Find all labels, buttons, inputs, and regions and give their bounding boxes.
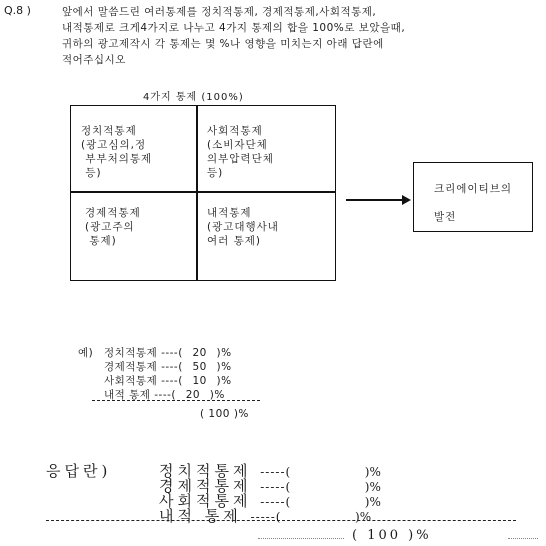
answer-row-unit: )% [364, 465, 381, 479]
example-row [104, 373, 232, 388]
example-row-value: 20 [185, 389, 201, 401]
grid-cell-political: 정치적통제 (광고심의,정 부부처의통제 등) [81, 125, 153, 179]
example-row-value: 50 [192, 361, 207, 373]
grid-title: 4가지 통제 (100%) [143, 92, 244, 103]
example-row-name: 정치적통제 [104, 347, 158, 359]
example-row-value: 20 [192, 347, 207, 359]
arrow-line [346, 199, 406, 201]
example-row-name: 경제적통제 [104, 361, 158, 373]
example-row-unit: )% [216, 361, 232, 373]
answer-row-dashes: -----( [250, 510, 282, 524]
grid-divider-horizontal [71, 191, 335, 193]
grid-cell-internal: 내적통제 (광고대행사내 여러 통제) [207, 207, 279, 247]
example-row-name: 사회적통제 [104, 375, 158, 387]
question-text-line-1: 앞에서 말씀드린 여러통제를 정치적통제, 경제적통제,사회적통제, [62, 6, 377, 18]
answer-row-dashes: -----( [260, 465, 292, 479]
example-row-unit: )% [216, 375, 232, 387]
answer-label: 응답란) [46, 462, 112, 480]
result-box [413, 162, 533, 232]
example-row-unit: )% [216, 347, 232, 359]
grid-cell-economic: 경제적통제 (광고주의 통제) [85, 207, 141, 247]
example-row [104, 359, 232, 374]
question-number: Q.8 ) [4, 4, 31, 17]
example-row [104, 345, 232, 360]
example-total-rule [92, 400, 260, 401]
grid-divider-vertical [196, 106, 198, 280]
answer-row [159, 505, 371, 526]
example-row-dashes: ----( [161, 361, 183, 373]
grid-cell-social: 사회적통제 (소비자단체 의부압력단체 등) [207, 125, 274, 179]
example-row-dashes: ----( [161, 347, 183, 359]
example-row-unit: )% [209, 389, 225, 401]
arrow-head-icon [402, 195, 411, 205]
answer-row-dashes: -----( [260, 495, 292, 509]
example-row-name: 내적 통제 [104, 389, 151, 401]
answer-row-name: 내적 통제 [159, 507, 242, 525]
result-box-line-1: 크리에이티브의 [434, 183, 513, 195]
question-text-line-3: 귀하의 광고제작시 각 통제는 몇 %나 영향을 미치는지 아래 답란에 [62, 38, 384, 50]
answer-row-name: 경제적통제 [159, 477, 252, 495]
question-text-line-2: 내적통제로 크게4가지로 나누고 4가지 통제의 합을 100%로 보았을때, [62, 22, 406, 34]
answer-row-unit: )% [355, 510, 372, 524]
answer-total-rule [46, 520, 516, 521]
answer-row-name: 정치적통제 [159, 462, 252, 480]
bottom-dotted-rule [258, 538, 344, 539]
result-box-line-2: 발전 [434, 211, 457, 223]
example-row-dashes: ----( [154, 389, 177, 401]
answer-row-unit: )% [364, 495, 381, 509]
example-label: 예) [78, 347, 94, 359]
answer-row-name: 사회적통제 [159, 492, 252, 510]
answer-row-unit: )% [364, 480, 381, 494]
example-row-dashes: ----( [161, 375, 183, 387]
control-grid [70, 105, 336, 281]
answer-total: ( 100 )% [352, 528, 432, 543]
bottom-dotted-rule-right [508, 538, 538, 539]
example-row-value: 10 [192, 375, 207, 387]
answer-row-dashes: -----( [260, 480, 292, 494]
question-text-line-4: 적어주십시오 [62, 54, 126, 66]
example-total: ( 100 )% [200, 408, 249, 420]
